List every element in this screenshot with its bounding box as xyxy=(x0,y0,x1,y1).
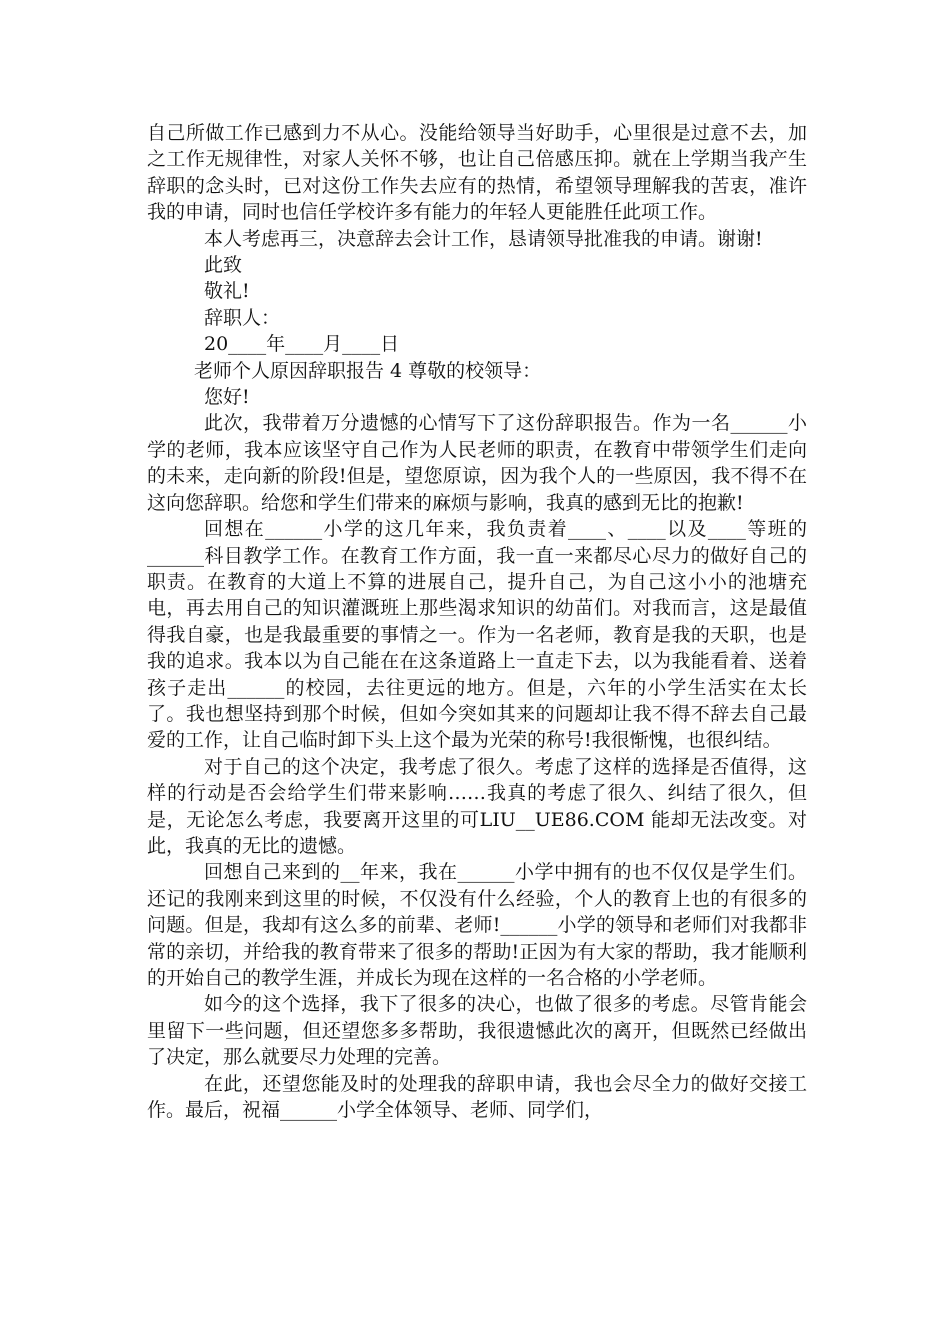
paragraph: 对于自己的这个决定，我考虑了很久。考虑了这样的选择是否值得，这样的行动是否会给学生们带来影响……我真的考虑了很久、纠结了很久，但是，无论怎么考虑，我要离开这里的可LIU__UE86.COM 能却无法改变。对此，我真的无比的遗憾。 xyxy=(147,755,807,857)
section-title: 老师个人原因辞职报告 4 尊敬的校领导： xyxy=(194,359,542,382)
paragraph: 本人考虑再三，决意辞去会计工作，恳请领导批准我的申请。谢谢! xyxy=(204,227,763,250)
document-body xyxy=(147,120,807,1123)
closing-salutation: 此致 xyxy=(204,254,243,277)
paragraph: 回想在______小学的这几年来，我负责着____、____以及____等班的______科目教学工作。在教育工作方面，我一直一来都尽心尽力的做好自己的职责。在教育的大道上不算的进展自己，提升自己，为自己这小小的池塘充电，再去用自己的知识灌溉班上那些渴求知识的幼苗们。对我而言，这是最值得我自豪，也是我最重要的事情之一。作为一名老师，教育是我的天职，也是我的追求。我本以为自己能在在这条道路上一直走下去，以为我能看着、送着孩子走出______的校园，去往更远的地方。但是，六年的小学生活实在太长了。我也想坚持到那个时候，但如今突如其来的问题却让我不得不辞去自己最爱的工作，让自己临时卸下头上这个最为光荣的称号!我很惭愧，也很纠结。 xyxy=(147,518,807,752)
paragraph: 自己所做工作已感到力不从心。没能给领导当好助手，心里很是过意不去，加之工作无规律性，对家人关怀不够，也让自己倍感压抑。就在上学期当我产生辞职的念头时，已对这份工作失去应有的热情，希望领导理解我的苦衷，准许我的申请，同时也信任学校许多有能力的年轻人更能胜任此项工作。 xyxy=(147,122,807,224)
greeting: 您好! xyxy=(204,386,250,409)
paragraph: 回想自己来到的__年来，我在______小学中拥有的也不仅仅是学生们。还记的我刚来到这里的时候，不仅没有什么经验，个人的教育上也的有很多的问题。但是，我却有这么多的前辈、老师!______小学的领导和老师们对我都非常的亲切，并给我的教育带来了很多的帮助!正因为有大家的帮助，我才能顺利的开始自己的教学生涯，并成长为现在这样的一名合格的小学老师。 xyxy=(147,861,807,989)
paragraph: 在此，还望您能及时的处理我的辞职申请，我也会尽全力的做好交接工作。最后，祝福______小学全体领导、老师、同学们， xyxy=(147,1072,807,1122)
date-line: 20____年____月____日 xyxy=(204,333,400,356)
paragraph: 此次，我带着万分遗憾的心情写下了这份辞职报告。作为一名______小学的老师，我本应该坚守自己作为人民老师的职责，在教育中带领学生们走向的未来，走向新的阶段!但是，望您原谅，因为我个人的一些原因，我不得不在这向您辞职。给您和学生们带来的麻烦与影响，我真的感到无比的抱歉! xyxy=(147,412,807,514)
closing-regards: 敬礼! xyxy=(204,280,250,303)
signature-label: 辞职人： xyxy=(204,306,281,329)
paragraph: 如今的这个选择，我下了很多的决心，也做了很多的考虑。尽管肯能会里留下一些问题，但还望您多多帮助，我很遗憾此次的离开，但既然已经做出了决定，那么就要尽力处理的完善。 xyxy=(147,993,807,1069)
